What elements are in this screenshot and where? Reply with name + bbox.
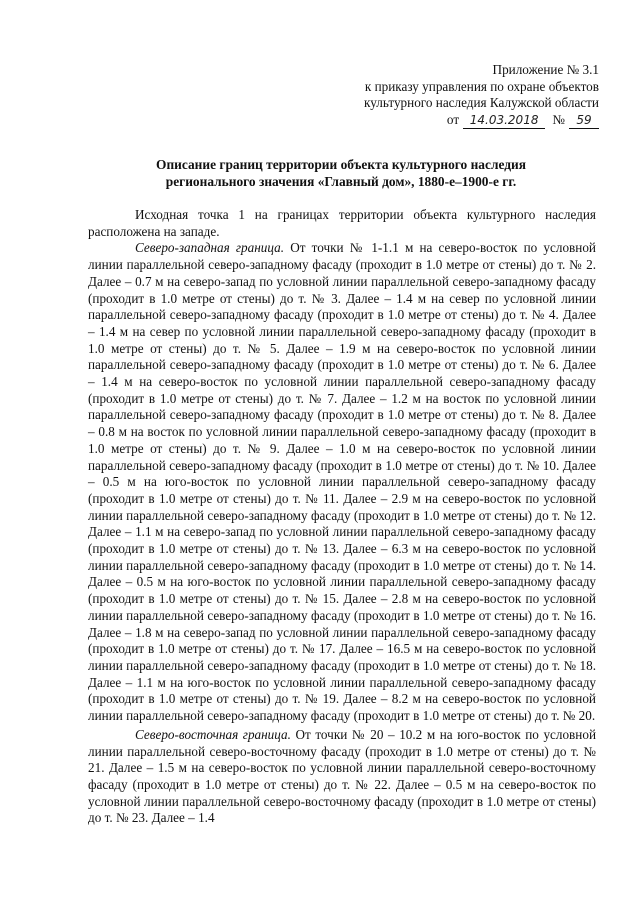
- number-prefix: №: [552, 111, 565, 127]
- handwritten-number: 59: [576, 112, 592, 127]
- handwritten-date: 14.03.2018: [469, 112, 539, 127]
- date-number-line: [364, 112, 599, 130]
- northwest-boundary-text: От точки № 1-1.1 м на северо-восток по условной линии параллельной северо-западному фасаду (проходит в 1.0 метре от стены) до т. № 2. Далее – 0.7 м на северо-запад по условной линии параллельной северо-западному фасаду (проходит в 1.0 метре от стены) до т. № 3. Далее – 1.4 м на север по условной линии параллельной северо-западному фасаду (проходит в 1.0 метре от стены) до т. № 4. Далее – 1.4 м на север по условной линии параллельной северо-западному фасаду (проходит в 1.0 метре от стены) до т. № 5. Далее – 1.9 м на северо-восток по условной линии параллельной северо-западному фасаду (проходит в 1.0 метре от стены) до т. № 6. Далее – 1.4 м на северо-восток по условной линии параллельной северо-западному фасаду (проходит в 1.0 метре от стены) до т. № 7. Далее – 1.2 м на восток по условной линии параллельной северо-западному фасаду (проходит в 1.0 метре от стены) до т. № 8. Далее – 0.8 м на восток по условной линии параллельной северо-западному фасаду (проходит в 1.0 метре от стены) до т. № 9. Далее – 1.0 м на северо-восток по условной линии параллельной северо-западному фасаду (проходит в 1.0 метре от стены) до т. № 10. Далее – 0.5 м на юго-восток по условной линии параллельной северо-западному фасаду (проходит в 1.0 метре от стены) до т. № 11. Далее – 2.9 м на северо-восток по условной линии параллельной северо-западному фасаду (проходит в 1.0 метре от стены) до т. № 12. Далее – 1.1 м на северо-запад по условной линии параллельной северо-западному фасаду (проходит в 1.0 метре от стены) до т. № 13. Далее – 6.3 м на северо-восток по условной линии параллельной северо-западному фасаду (проходит в 1.0 метре от стены) до т. № 14. Далее – 0.5 м на юго-восток по условной линии параллельной северо-западному фасаду (проходит в 1.0 метре от стены) до т. № 15. Далее – 2.8 м на северо-восток по условной линии параллельной северо-западному фасаду (проходит в 1.0 метре от стены) до т. № 16. Далее – 1.8 м на северо-запад по условной линии параллельной северо-западному фасаду (проходит в 1.0 метре от стены) до т. № 17. Далее – 16.5 м на северо-восток по условной линии параллельной северо-западному фасаду (проходит в 1.0 метре от стены) до т. № 18. Далее – 1.1 м на юго-восток по условной линии параллельной северо-западному фасаду (проходит в 1.0 метре от стены) до т. № 19. Далее – 8.2 м на северо-восток по условной линии параллельной северо-западному фасаду (проходит в 1.0 метре от стены) до т. № 20.: [88, 240, 596, 724]
- number-field: [569, 112, 599, 130]
- title-line-2: регионального значения «Главный дом», 1880-е–1900-е гг.: [165, 174, 517, 189]
- date-prefix: от: [446, 111, 460, 127]
- northwest-boundary-paragraph: [88, 240, 596, 724]
- document-body: [88, 207, 596, 827]
- northeast-boundary-paragraph: [88, 727, 596, 827]
- northeast-boundary-heading: Северо-восточная граница.: [135, 726, 291, 742]
- appendix-number: Приложение № 3.1: [492, 62, 599, 77]
- northeast-boundary-text: От точки № 20 – 10.2 м на юго-восток по условной линии параллельной северо-восточному фасаду (проходит в 1.0 метре от стены) до т. № 21. Далее – 1.5 м на северо-восток по условной линии параллельной северо-восточному фасаду (проходит в 1.0 метре от стены) до т. № 22. Далее – 0.5 м на северо-восток по условной линии параллельной северо-восточному фасаду (проходит в 1.0 метре от стены) до т. № 23. Далее – 1.4: [88, 726, 596, 826]
- document-title: [86, 156, 596, 190]
- authority-name: культурного наследия Калужской области: [364, 95, 599, 110]
- appendix-header: [364, 62, 599, 129]
- northwest-boundary-heading: Северо-западная граница.: [135, 240, 285, 256]
- date-field: [463, 112, 545, 130]
- title-line-1: Описание границ территории объекта культурного наследия: [156, 157, 526, 172]
- order-reference: к приказу управления по охране объектов: [364, 78, 599, 94]
- intro-paragraph: Исходная точка 1 на границах территории объекта культурного наследия расположена на западе.: [88, 207, 596, 239]
